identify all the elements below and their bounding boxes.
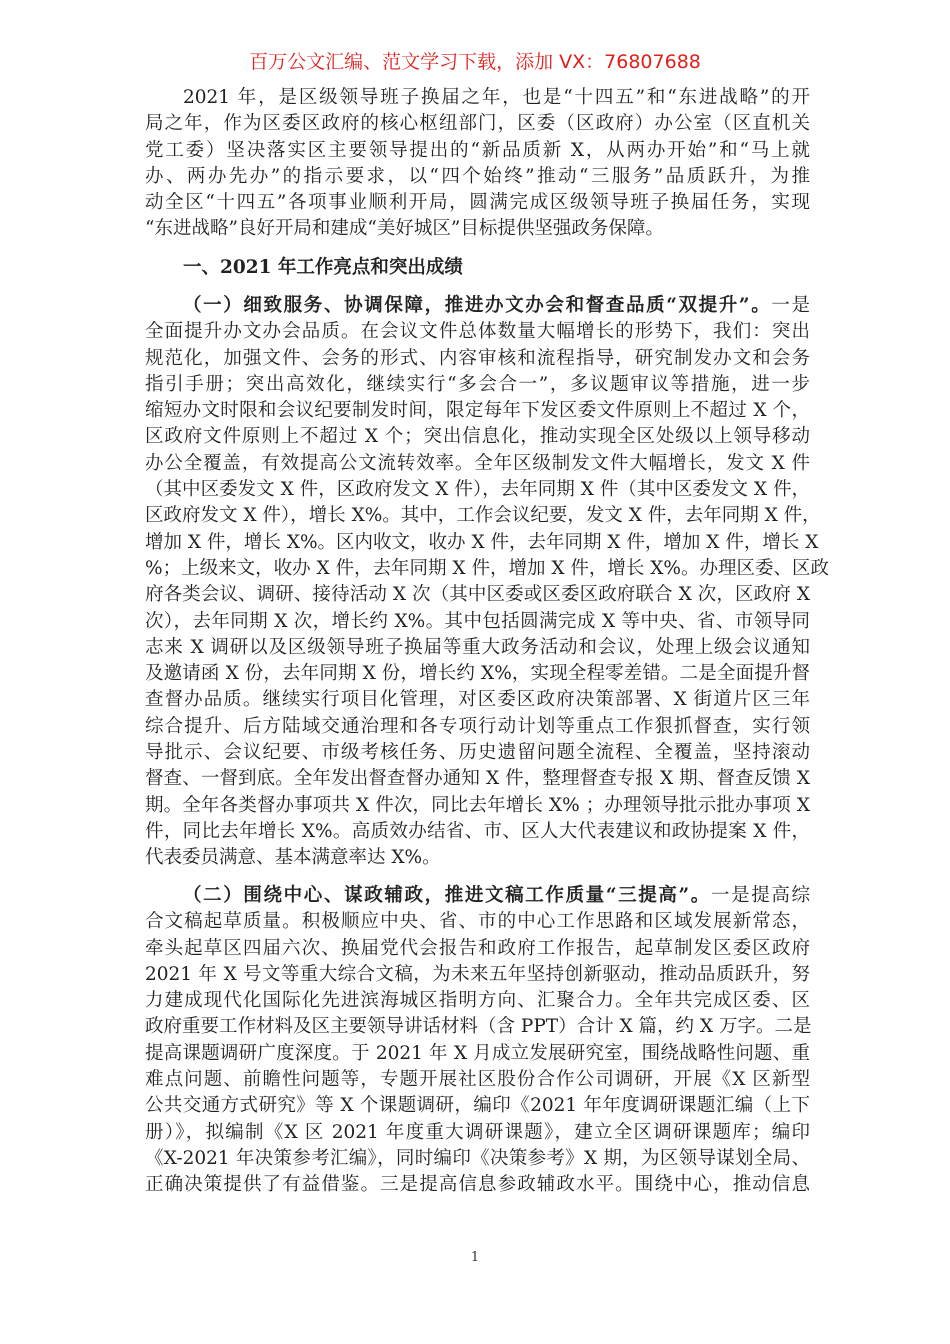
text-line: （其中区委发文 X 件，区政府发文 X 件），去年同期 X 件（其中区委发文 X 件，: [145, 479, 810, 501]
section-1-paragraph: [145, 293, 830, 872]
text-line: 缩短办文时限和会议纪要制发时间，限定每年下发区委文件原则上不超过 X 个，: [145, 400, 810, 422]
text-line: 期。全年各类督办事项共 X 件次，同比去年增长 X% ；办理领导批示批办事项 X: [145, 794, 810, 816]
text-line: 增加 X 件，增长 X%。区内收文，收办 X 件，去年同期 X 件，增加 X 件，增长 X: [145, 531, 819, 553]
section-1-lead: 一是: [771, 295, 810, 316]
text-line: 正确决策提供了有益借鉴。三是提高信息参政辅政水平。围绕中心，推动信息: [145, 1174, 810, 1196]
text-line: 督查、一督到底。全年发出督查督办通知 X 件，整理督查专报 X 期、督查反馈 X: [145, 768, 810, 790]
text-line: “东进战略”良好开局和建成“美好城区”目标提供坚强政务保障。: [145, 218, 664, 240]
text-line: 规范化，加强文件、会务的形式、内容审核和流程指导，研究制发办文和会务: [145, 347, 810, 369]
text-line: 查督办品质。继续实行项目化管理，对区委区政府决策部署、X 街道片区三年: [145, 689, 810, 711]
watermark-banner: 百万公文汇编、范文学习下载，添加 VX：76807688: [249, 51, 701, 73]
text-line: 公共交通方式研究》等 X 个课题调研，编印《2021 年年度调研课题汇编（上下: [145, 1095, 810, 1117]
text-line: 政府重要工作材料及区主要领导讲话材料（含 PPT）合计 X 篇，约 X 万字。二是: [145, 1016, 812, 1038]
page-number: 1: [470, 1250, 480, 1265]
text-line: 2021 年 X 号文等重大综合文稿，为未来五年坚持创新驱动，推动品质跃升，努: [145, 963, 810, 985]
text-line: 党工委）坚决落实区主要领导提出的“新品质新 X，从两办开始”和“马上就: [145, 139, 810, 161]
intro-paragraph: [145, 85, 810, 243]
text-line: 《X-2021 年决策参考汇编》，同时编印《决策参考》X 期，为区领导谋划全局、: [145, 1147, 810, 1169]
text-line: 区政府发文 X 件），增长 X%。其中，工作会议纪要，发文 X 件，去年同期 X 件，: [145, 505, 821, 527]
text-line: 难点问题、前瞻性问题等，专题开展社区股份合作公司调研，开展《X 区新型: [145, 1069, 810, 1091]
text-line: 提高课题调研广度深度。于 2021 年 X 月成立发展研究室，围绕战略性问题、重: [145, 1042, 810, 1064]
text-line: 次），去年同期 X 次，增长约 X%。其中包括圆满完成 X 等中央、省、市领导同: [145, 610, 810, 632]
text-line: 动全区“十四五”各项事业顺利开局，圆满完成区级领导班子换届任务，实现: [145, 192, 810, 214]
text-line: 2021 年，是区级领导班子换届之年，也是“十四五”和“东进战略”的开: [183, 87, 810, 108]
text-line: 代表委员满意、基本满意率达 X%。: [145, 847, 441, 869]
text-line: 及邀请函 X 份，去年同期 X 份，增长约 X%，实现全程零差错。二是全面提升督: [145, 663, 810, 685]
text-line: 办、两办先办”的指示要求，以“四个始终”推动“三服务”品质跃升，为推: [145, 165, 810, 187]
section-heading: 一、2021 年工作亮点和突出成绩: [183, 257, 463, 278]
text-line: 力建成现代化国际化先进滨海城区指明方向、汇聚合力。全年共完成区委、区: [145, 990, 810, 1012]
text-line: 志来 X 调研以及区级领导班子换届等重大政务活动和会议，处理上级会议通知: [145, 636, 810, 658]
text-line: 局之年，作为区委区政府的核心枢纽部门，区委（区政府）办公室（区直机关: [145, 113, 810, 135]
text-line: 全面提升办文办会品质。在会议文件总体数量大幅增长的形势下，我们：突出: [145, 321, 810, 343]
section-2-title: （二）围绕中心、谋政辅政，推进文稿工作质量“三提高”。: [183, 885, 711, 906]
text-line: 册）》，拟编制《X 区 2021 年度重大调研课题》，建立全区调研课题库；编印: [145, 1121, 810, 1143]
section-2-paragraph: [145, 883, 810, 1199]
text-line: 府各类会议、调研、接待活动 X 次（其中区委或区委区政府联合 X 次，区政府 X: [145, 584, 810, 606]
text-line: 区政府文件原则上不超过 X 个；突出信息化，推动实现全区处级以上领导移动: [145, 426, 810, 448]
text-line: 综合提升、后方陆域交通治理和各专项行动计划等重点工作狠抓督查，实行领: [145, 715, 810, 737]
text-line: %；上级来文，收办 X 件，去年同期 X 件，增加 X 件，增长 X%。办理区委、区政: [145, 557, 830, 579]
text-line: 办公全覆盖，有效提高公文流转效率。全年区级制发文件大幅增长，发文 X 件: [145, 452, 810, 474]
section-1-title: （一）细致服务、协调保障，推进办文办会和督查品质“双提升”。: [183, 295, 772, 316]
text-line: 牵头起草区四届六次、换届党代会报告和政府工作报告，起草制发区委区政府: [145, 937, 810, 959]
text-line: 件，同比去年增长 X%。高质效办结省、市、区人大代表建议和政协提案 X 件，: [145, 820, 810, 842]
text-line: 指引手册；突出高效化，继续实行“多会合一”，多议题审议等措施，进一步: [145, 373, 810, 395]
section-2-lead: 一是提高综: [710, 885, 810, 906]
text-line: 导批示、会议纪要、市级考核任务、历史遗留问题全流程、全覆盖，坚持滚动: [145, 742, 810, 764]
text-line: 合文稿起草质量。积极顺应中央、省、市的中心工作思路和区域发展新常态，: [145, 911, 810, 933]
